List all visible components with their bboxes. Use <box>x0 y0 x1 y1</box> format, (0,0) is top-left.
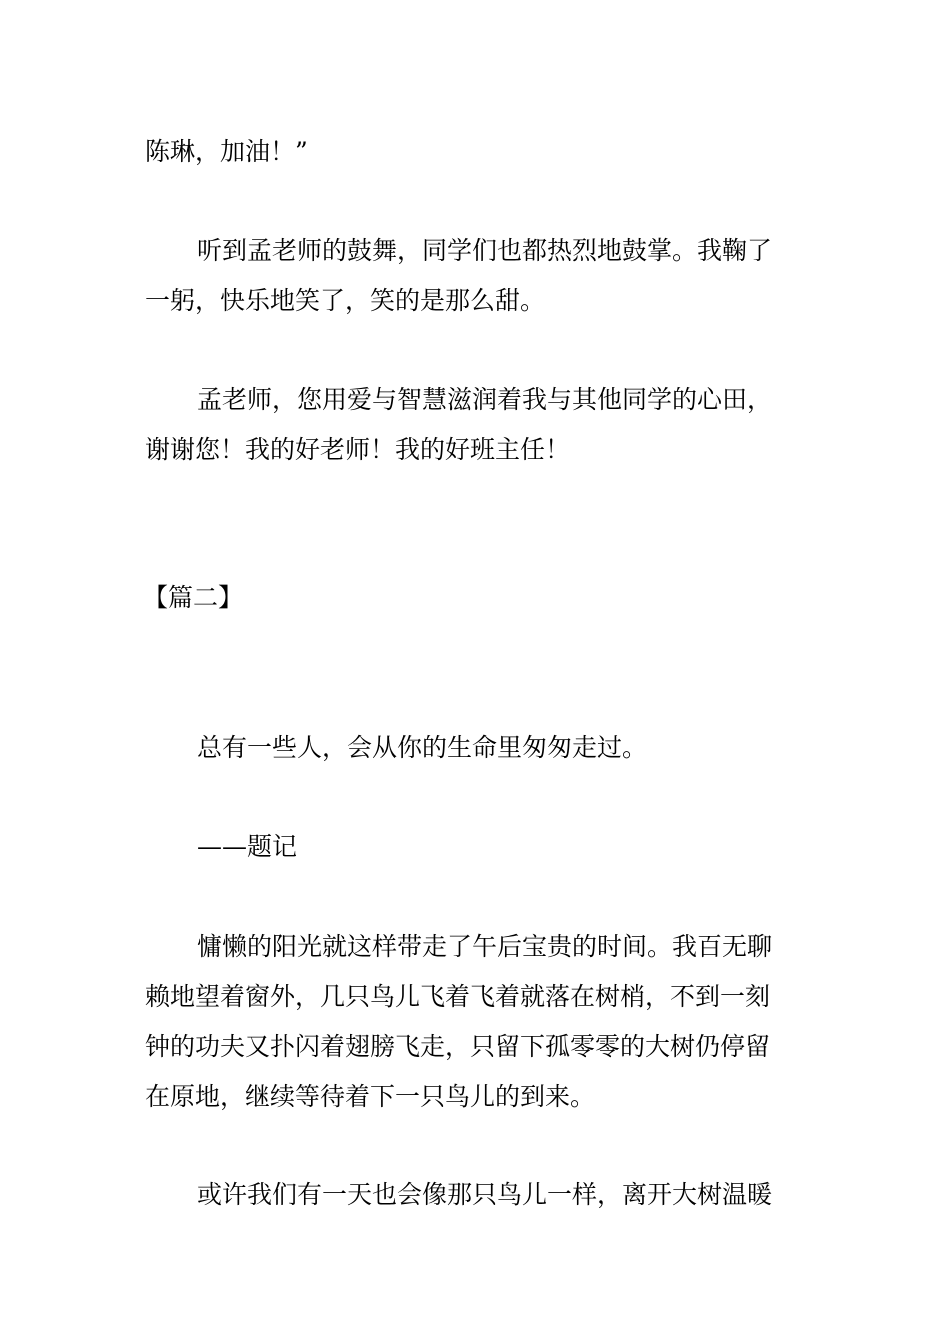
paragraph-3-line-1: 慵懒的阳光就这样带走了午后宝贵的时间。我百无聊 <box>197 932 773 961</box>
paragraph-4-line-1: 或许我们有一天也会像那只鸟儿一样，离开大树温暖 <box>197 1180 773 1209</box>
paragraph-1-line-2: 一躬，快乐地笑了，笑的是那么甜。 <box>145 286 546 315</box>
paragraph-3-line-3: 钟的功夫又扑闪着翅膀飞走，只留下孤零零的大树仍停留 <box>145 1032 771 1061</box>
epigraph-quote: 总有一些人，会从你的生命里匆匆走过。 <box>197 733 648 762</box>
section-heading: 【篇二】 <box>143 583 244 612</box>
paragraph-2-line-1: 孟老师，您用爱与智慧滋润着我与其他同学的心田， <box>197 385 773 414</box>
paragraph-1-line-1: 听到孟老师的鼓舞，同学们也都热烈地鼓掌。我鞠了 <box>197 236 773 265</box>
paragraph-3-line-2: 赖地望着窗外，几只鸟儿飞着飞着就落在树梢，不到一刻 <box>145 982 771 1011</box>
continued-paragraph-line-1: 陈琳，加油！” <box>145 137 308 166</box>
paragraph-2-line-2: 谢谢您！我的好老师！我的好班主任！ <box>145 435 571 464</box>
paragraph-3-line-4: 在原地，继续等待着下一只鸟儿的到来。 <box>145 1082 596 1111</box>
epigraph-attribution: ——题记 <box>197 832 298 861</box>
